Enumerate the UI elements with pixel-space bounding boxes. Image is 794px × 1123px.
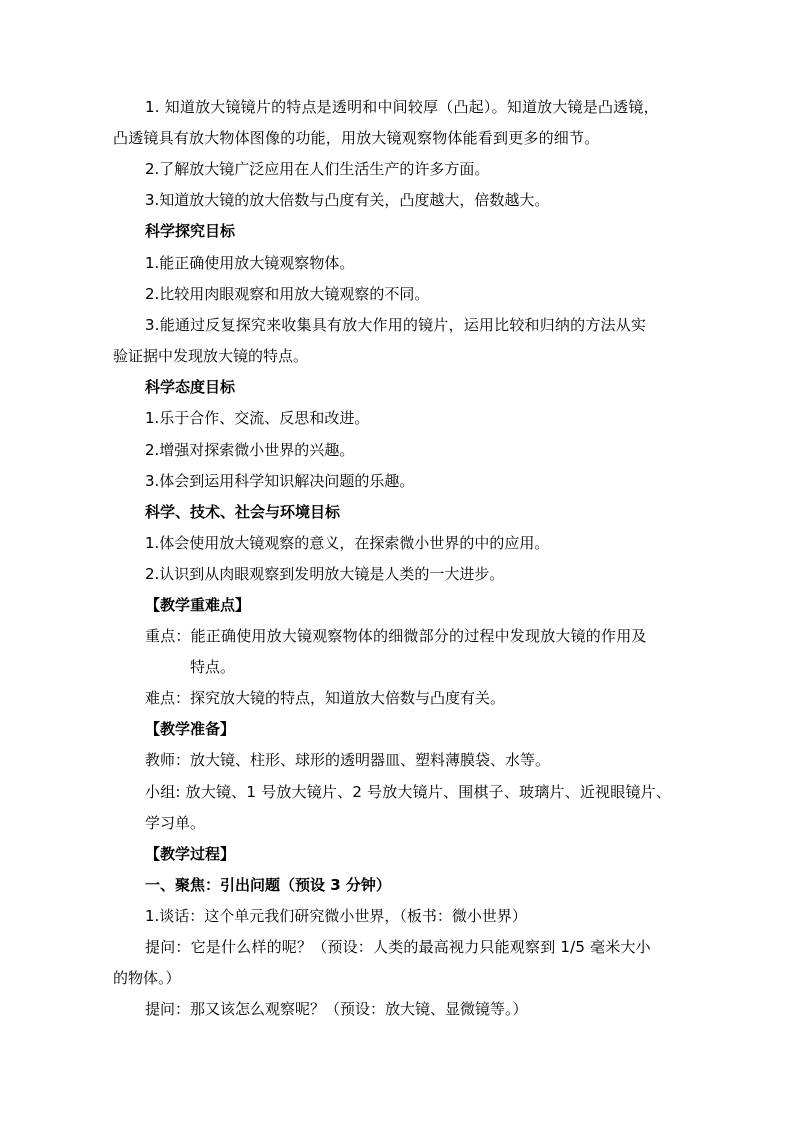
preparation-heading: 【教学准备】 — [145, 720, 236, 738]
question-2: 提问：那又该怎么观察呢？（预设：放大镜、显微镜等。） — [145, 1000, 528, 1018]
stse-goal-2: 2.认识到从肉眼观察到发明放大镜是人类的一大进步。 — [145, 565, 505, 583]
process-item-1: 1.谈话：这个单元我们研究微小世界，（板书：微小世界） — [145, 907, 527, 925]
attitude-goal-3: 3.体会到运用科学知识解决问题的乐趣。 — [145, 472, 415, 490]
key-point-line2: 特点。 — [190, 658, 236, 676]
inquiry-goal-1: 1.能正确使用放大镜观察物体。 — [145, 254, 355, 272]
knowledge-goal-3: 3.知道放大镜的放大倍数与凸度有关，凸度越大，倍数越大。 — [145, 191, 550, 209]
knowledge-goal-1-line1: 1. 知道放大镜镜片的特点是透明和中间较厚（凸起）。知道放大镜是凸透镜， — [145, 98, 659, 116]
inquiry-goals-heading: 科学探究目标 — [145, 222, 236, 240]
process-section-1-title: 一、聚焦：引出问题（预设 3 分钟） — [145, 876, 391, 894]
stse-goals-heading: 科学、技术、社会与环境目标 — [145, 503, 341, 521]
group-materials-line2: 学习单。 — [145, 814, 206, 832]
knowledge-goal-2: 2.了解放大镜广泛应用在人们生活生产的许多方面。 — [145, 160, 490, 178]
teacher-materials: 教师：放大镜、柱形、球形的透明器皿、塑料薄膜袋、水等。 — [145, 751, 551, 769]
difficult-point: 难点：探究放大镜的特点，知道放大倍数与凸度有关。 — [145, 689, 506, 707]
question-1-line2: 的物体。） — [113, 969, 181, 987]
stse-goal-1: 1.体会使用放大镜观察的意义，在探索微小世界的中的应用。 — [145, 534, 550, 552]
knowledge-goal-1-line2: 凸透镜具有放大物体图像的功能，用放大镜观察物体能看到更多的细节。 — [113, 129, 600, 147]
key-point-line1: 重点：能正确使用放大镜观察物体的细微部分的过程中发现放大镜的作用及 — [145, 627, 647, 645]
inquiry-goal-2: 2.比较用肉眼观察和用放大镜观察的不同。 — [145, 285, 430, 303]
group-materials-line1: 小组: 放大镜、1 号放大镜片、2 号放大镜片、围棋子、玻璃片、近视眼镜片、 — [145, 783, 672, 801]
attitude-goal-1: 1.乐于合作、交流、反思和改进。 — [145, 409, 370, 427]
attitude-goal-2: 2.增强对探索微小世界的兴趣。 — [145, 441, 355, 459]
inquiry-goal-3-line1: 3.能通过反复探究来收集具有放大作用的镜片，运用比较和归纳的方法从实 — [145, 316, 647, 334]
key-points-heading: 【教学重难点】 — [145, 596, 251, 614]
inquiry-goal-3-line2: 验证据中发现放大镜的特点。 — [113, 347, 309, 365]
attitude-goals-heading: 科学态度目标 — [145, 378, 236, 396]
process-heading: 【教学过程】 — [145, 845, 236, 863]
question-1-line1: 提问：它是什么样的呢？（预设：人类的最高视力只能观察到 1/5 毫米大小 — [145, 938, 651, 956]
